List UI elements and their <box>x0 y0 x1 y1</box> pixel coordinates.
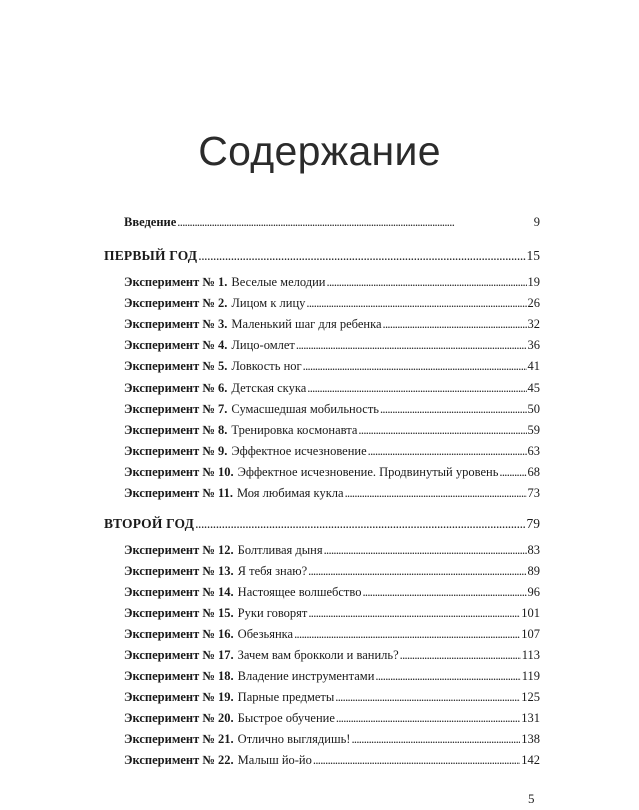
toc-row-intro[interactable] <box>124 214 540 230</box>
entry-title: Парные предметы <box>237 690 335 704</box>
dot-leader <box>383 316 527 332</box>
dot-leader <box>375 668 520 684</box>
toc-section-heading[interactable] <box>104 516 540 532</box>
dot-leader <box>368 443 527 459</box>
toc-entry[interactable] <box>124 422 540 438</box>
dot-leader <box>308 563 526 579</box>
entry-title: Моя любимая кукла <box>236 486 344 500</box>
dot-leader <box>294 626 520 642</box>
entry-title: Тренировка космонавта <box>231 423 358 437</box>
entry-title: Эффектное исчезновение <box>231 444 367 458</box>
section-title: ПЕРВЫЙ ГОД <box>104 248 198 263</box>
toc-page-number: 45 <box>527 381 540 395</box>
dot-leader <box>499 464 526 480</box>
entry-number: Эксперимент № 1. <box>124 275 228 289</box>
toc-entry[interactable] <box>124 443 540 459</box>
entry-number: Эксперимент № 12. <box>124 543 234 557</box>
dot-leader <box>195 516 525 532</box>
toc-page-number: 41 <box>527 359 540 373</box>
entry-title: Ловкость ног <box>231 359 302 373</box>
toc-entry[interactable] <box>124 380 540 396</box>
toc-entry[interactable] <box>124 710 540 726</box>
toc-page-number: 89 <box>527 564 540 578</box>
dot-leader <box>362 584 526 600</box>
toc-page-number: 131 <box>521 711 540 725</box>
toc-page-number: 101 <box>521 606 540 620</box>
dot-leader <box>345 485 527 501</box>
entry-number: Эксперимент № 3. <box>124 317 228 331</box>
entry-number: Эксперимент № 15. <box>124 606 234 620</box>
toc-entry[interactable] <box>124 689 540 705</box>
entry-number: Эксперимент № 19. <box>124 690 234 704</box>
toc-page-number: 83 <box>527 543 540 557</box>
entry-title: Обезьянка <box>237 627 294 641</box>
toc-page-number: 15 <box>526 248 540 263</box>
entry-number: Эксперимент № 16. <box>124 627 234 641</box>
toc-entry[interactable] <box>124 464 540 480</box>
entry-number: Эксперимент № 4. <box>124 338 228 352</box>
entry-title: Быстрое обучение <box>237 711 335 725</box>
toc-entry[interactable] <box>124 295 540 311</box>
toc-page-number: 79 <box>526 516 540 531</box>
entry-number: Эксперимент № 2. <box>124 296 228 310</box>
dot-leader <box>327 274 527 290</box>
dot-leader <box>303 358 527 374</box>
entry-title: Отлично выглядишь! <box>237 732 351 746</box>
toc-page-number: 36 <box>527 338 540 352</box>
page-title: Содержание <box>198 128 441 174</box>
entry-number: Эксперимент № 22. <box>124 753 234 767</box>
toc-entry[interactable] <box>124 731 540 747</box>
entry-title: Малыш йо-йо <box>237 753 312 767</box>
toc-entry[interactable] <box>124 337 540 353</box>
entry-title: Зачем вам брокколи и ваниль? <box>237 648 399 662</box>
dot-leader <box>177 214 532 230</box>
entry-title: Маленький шаг для ребенка <box>231 317 382 331</box>
toc-entry[interactable] <box>124 752 540 768</box>
dot-leader <box>313 752 520 768</box>
dot-leader <box>358 422 526 438</box>
entry-title: Лицом к лицу <box>231 296 306 310</box>
dot-leader <box>198 248 525 264</box>
entry-title: Настоящее волшебство <box>237 585 362 599</box>
dot-leader <box>380 401 527 417</box>
entry-number: Эксперимент № 8. <box>124 423 228 437</box>
toc-page-number: 142 <box>521 753 540 767</box>
entry-number: Эксперимент № 17. <box>124 648 234 662</box>
page-number: 5 <box>528 791 535 806</box>
toc-intro-label: Введение <box>124 215 177 229</box>
dot-leader <box>307 380 526 396</box>
toc-entry[interactable] <box>124 626 540 642</box>
entry-number: Эксперимент № 10. <box>124 465 234 479</box>
section-title: ВТОРОЙ ГОД <box>104 516 195 531</box>
toc-entry[interactable] <box>124 584 540 600</box>
toc-page-number: 9 <box>533 215 540 229</box>
toc-page-number: 50 <box>527 402 540 416</box>
toc-page-number: 125 <box>521 690 540 704</box>
entry-title: Эффектное исчезновение. Продвинутый уровень <box>237 465 499 479</box>
entry-title: Детская скука <box>231 381 307 395</box>
entry-title: Сумасшедшая мобильность <box>231 402 379 416</box>
entry-number: Эксперимент № 7. <box>124 402 228 416</box>
toc-page-number: 59 <box>527 423 540 437</box>
toc-entry[interactable] <box>124 485 540 501</box>
toc-entry[interactable] <box>124 274 540 290</box>
entry-number: Эксперимент № 21. <box>124 732 234 746</box>
dot-leader <box>335 689 520 705</box>
toc-entry[interactable] <box>124 542 540 558</box>
entry-title: Владение инструментами <box>237 669 375 683</box>
toc-page-number: 113 <box>521 648 540 662</box>
entry-title: Я тебя знаю? <box>237 564 308 578</box>
entry-title: Руки говорят <box>237 606 308 620</box>
entry-title: Лицо-омлет <box>231 338 295 352</box>
toc-page-number: 73 <box>527 486 540 500</box>
dot-leader <box>400 647 521 663</box>
toc-entry[interactable] <box>124 563 540 579</box>
toc-entry[interactable] <box>124 647 540 663</box>
entry-title: Болтливая дыня <box>237 543 323 557</box>
entry-number: Эксперимент № 5. <box>124 359 228 373</box>
toc-page-number: 96 <box>527 585 540 599</box>
toc-section-heading[interactable] <box>104 248 540 264</box>
toc-page-number: 119 <box>521 669 540 683</box>
toc-page-number: 19 <box>527 275 540 289</box>
dot-leader <box>324 542 527 558</box>
entry-number: Эксперимент № 18. <box>124 669 234 683</box>
toc-page-number: 68 <box>527 465 540 479</box>
dot-leader <box>336 710 520 726</box>
entry-number: Эксперимент № 11. <box>124 486 233 500</box>
toc-page-number: 32 <box>527 317 540 331</box>
dot-leader <box>351 731 520 747</box>
toc-entry[interactable] <box>124 358 540 374</box>
toc-entry[interactable] <box>124 668 540 684</box>
toc-page-number: 63 <box>527 444 540 458</box>
toc-entry[interactable] <box>124 605 540 621</box>
dot-leader <box>306 295 526 311</box>
toc-page-number: 26 <box>527 296 540 310</box>
entry-number: Эксперимент № 20. <box>124 711 234 725</box>
toc-page-number: 107 <box>521 627 540 641</box>
entry-number: Эксперимент № 13. <box>124 564 234 578</box>
entry-number: Эксперимент № 14. <box>124 585 234 599</box>
toc-page-number: 138 <box>521 732 540 746</box>
toc-entry[interactable] <box>124 316 540 332</box>
entry-title: Веселые мелодии <box>231 275 326 289</box>
entry-number: Эксперимент № 6. <box>124 381 228 395</box>
dot-leader <box>308 605 520 621</box>
entry-number: Эксперимент № 9. <box>124 444 228 458</box>
toc-entry[interactable] <box>124 401 540 417</box>
dot-leader <box>296 337 527 353</box>
